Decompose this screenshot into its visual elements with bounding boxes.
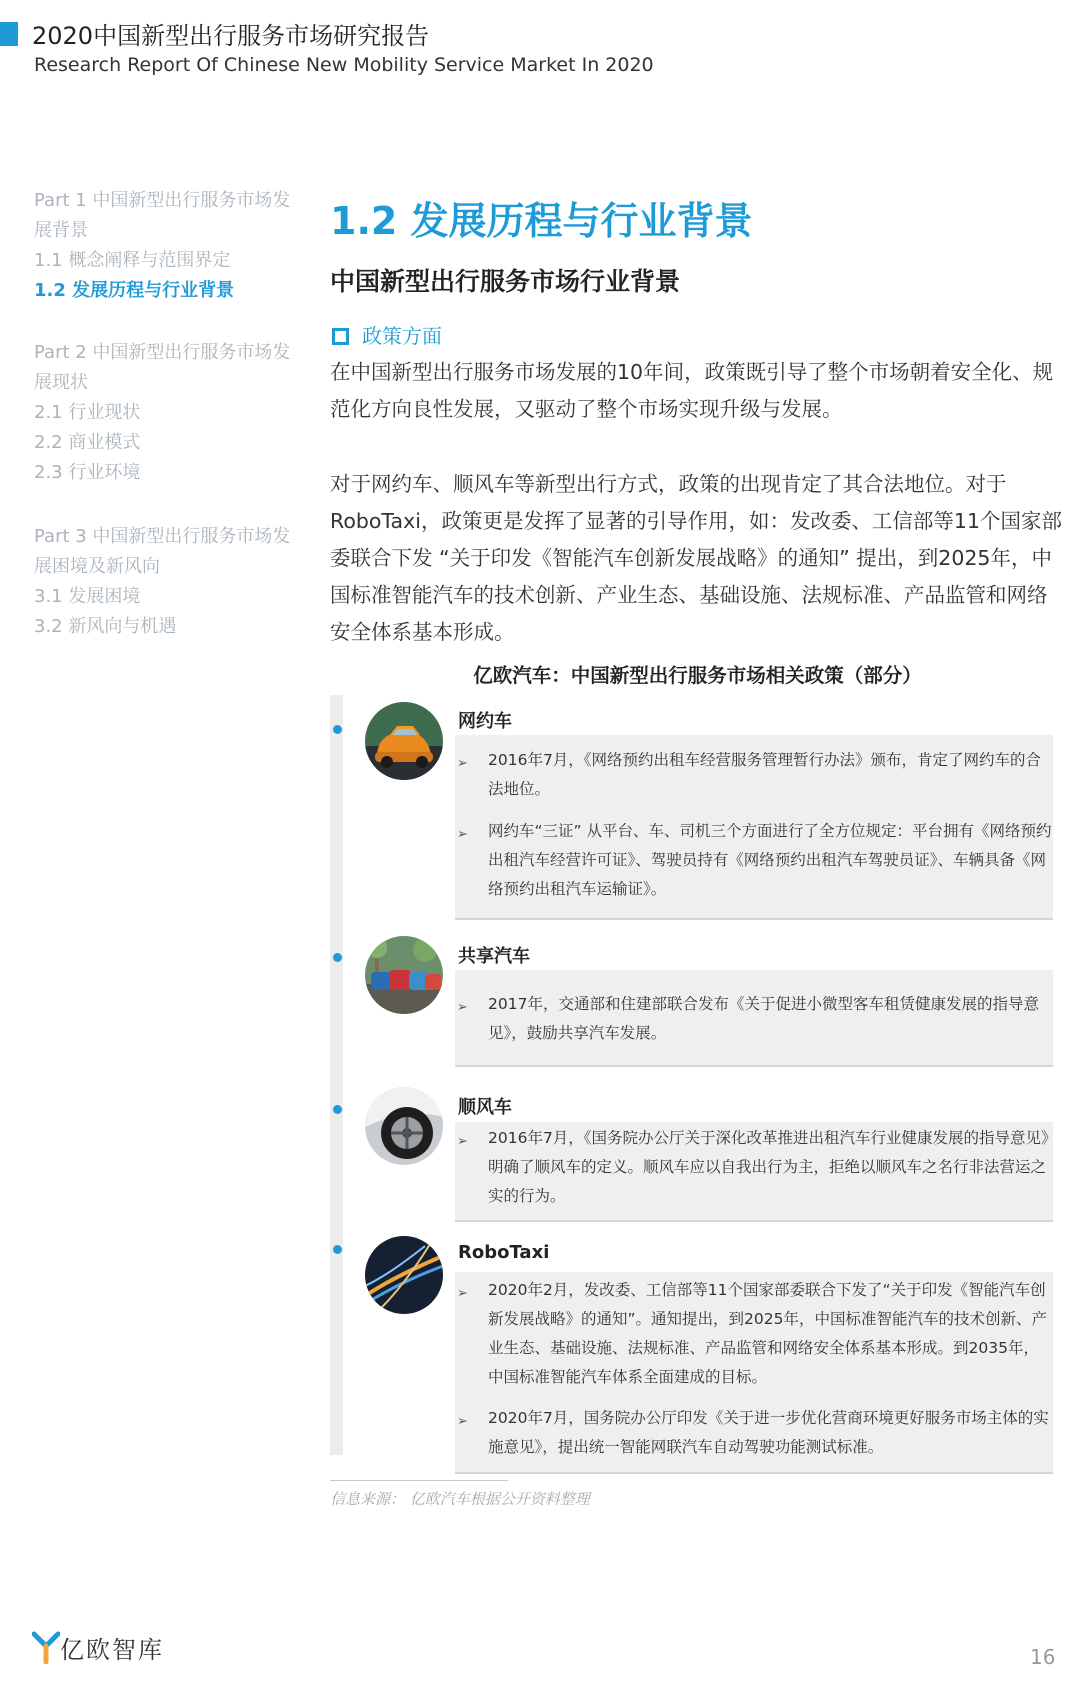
parked-cars-photo-icon [365, 936, 443, 1014]
toc-part1[interactable] [34, 186, 304, 306]
toc-item-3-2[interactable]: 3.2 新风向与机遇 [34, 616, 177, 637]
arrow-bullet-icon: ➢ [457, 1286, 468, 1301]
category-label-ride-hailing: 网约车 [458, 711, 512, 732]
toc-item-1-2-active[interactable]: 1.2 发展历程与行业背景 [34, 280, 235, 301]
logo-wordmark: 亿欧智库 [60, 1636, 164, 1664]
category-label-robotaxi: RoboTaxi [458, 1242, 550, 1263]
toc-part1-title[interactable]: Part 1 中国新型出行服务市场发展背景 [34, 190, 291, 241]
car-wheel-photo-icon [365, 1087, 443, 1165]
toc-item-3-1[interactable]: 3.1 发展困境 [34, 586, 141, 607]
policy-item: 2020年2月，发改委、工信部等11个国家部委联合下发了“关于印发《智能汽车创新发展战略》的通知”。通知提出，到2025年，中国标准智能汽车的技术创新、产业生态、基础设施、法规标准、产品监管和网络安全体系基本形成。到2035年，中国标准智能汽车体系全面建成的目标。 [488, 1281, 1047, 1386]
orange-car-photo-icon [365, 702, 443, 780]
light-trail-photo-icon [365, 1236, 443, 1314]
policy-paragraph: 对于网约车、顺风车等新型出行方式，政策的出现肯定了其合法地位。对于RoboTaxi，政策更是发挥了显著的引导作用，如：发改委、工信部等11个国家部委联合下发 “关于印发《智能汽车创新发展战略》的通知” 提出，到2025年，中国标准智能汽车的技术创新、产业生态、基础设施、法规标准、产品监管和网络安全体系基本形成。 [330, 472, 1063, 644]
report-subtitle: Research Report Of Chinese New Mobility Service Market In 2020 [34, 54, 654, 76]
toc-item-1-1[interactable]: 1.1 概念阐释与范围界定 [34, 250, 231, 271]
toc-part2-title[interactable]: Part 2 中国新型出行服务市场发展现状 [34, 342, 291, 393]
policy-item: 网约车“三证” 从平台、车、司机三个方面进行了全方位规定：平台拥有《网络预约出租汽车经营许可证》、驾驶员持有《网络预约出租汽车驾驶员证》、车辆具备《网络预约出租汽车运输证》。 [488, 822, 1052, 898]
report-title: 2020中国新型出行服务市场研究报告 [32, 22, 430, 50]
intro-paragraph: 在中国新型出行服务市场发展的10年间，政策既引导了整个市场朝着安全化、规范化方向良性发展，又驱动了整个市场实现升级与发展。 [330, 360, 1054, 421]
toc-item-2-1[interactable]: 2.1 行业现状 [34, 402, 141, 423]
toc-part3-title[interactable]: Part 3 中国新型出行服务市场发展困境及新风向 [34, 526, 291, 577]
square-bullet-icon [332, 328, 349, 345]
category-label-car-sharing: 共享汽车 [458, 946, 530, 967]
timeline-dot [333, 725, 342, 734]
arrow-bullet-icon: ➢ [457, 827, 468, 842]
policy-item: 2016年7月，《网络预约出租车经营服务管理暂行办法》颁布，肯定了网约车的合法地位。 [488, 751, 1042, 798]
source-note: 信息来源： 亿欧汽车根据公开资料整理 [330, 1490, 590, 1508]
policy-item: 2017年，交通部和住建部联合发布《关于促进小微型客车租赁健康发展的指导意见》，鼓励共享汽车发展。 [488, 995, 1039, 1042]
yiou-logo-icon [32, 1630, 60, 1668]
timeline-dot [333, 1105, 342, 1114]
toc-item-2-2[interactable]: 2.2 商业模式 [34, 432, 141, 453]
toc-part3[interactable] [34, 522, 304, 642]
toc-item-2-3[interactable]: 2.3 行业环境 [34, 462, 141, 483]
policy-heading: 政策方面 [362, 324, 442, 348]
section-subtitle: 中国新型出行服务市场行业背景 [330, 267, 681, 296]
toc-part2[interactable] [34, 338, 304, 488]
category-label-hitch-ride: 顺风车 [458, 1097, 512, 1118]
section-title: 1.2 发展历程与行业背景 [330, 199, 753, 243]
policy-item: 2020年7月，国务院办公厅印发《关于进一步优化营商环境更好服务市场主体的实施意见》，提出统一智能网联汽车自动驾驶功能测试标准。 [488, 1409, 1049, 1456]
policy-item: 2016年7月，《国务院办公厅关于深化改革推进出租汽车行业健康发展的指导意见》明确了顺风车的定义。顺风车应以自我出行为主，拒绝以顺风车之名行非法营运之实的行为。 [488, 1129, 1049, 1205]
header-accent-bar [0, 22, 18, 46]
arrow-bullet-icon: ➢ [457, 1414, 468, 1429]
timeline-line [330, 695, 343, 1455]
arrow-bullet-icon: ➢ [457, 756, 468, 771]
arrow-bullet-icon: ➢ [457, 1134, 468, 1149]
arrow-bullet-icon: ➢ [457, 1000, 468, 1015]
timeline-dot [333, 953, 342, 962]
figure-title: 亿欧汽车：中国新型出行服务市场相关政策（部分） [473, 664, 922, 687]
source-divider [330, 1480, 508, 1481]
timeline-dot [333, 1245, 342, 1254]
page-number: 16 [1030, 1645, 1056, 1669]
